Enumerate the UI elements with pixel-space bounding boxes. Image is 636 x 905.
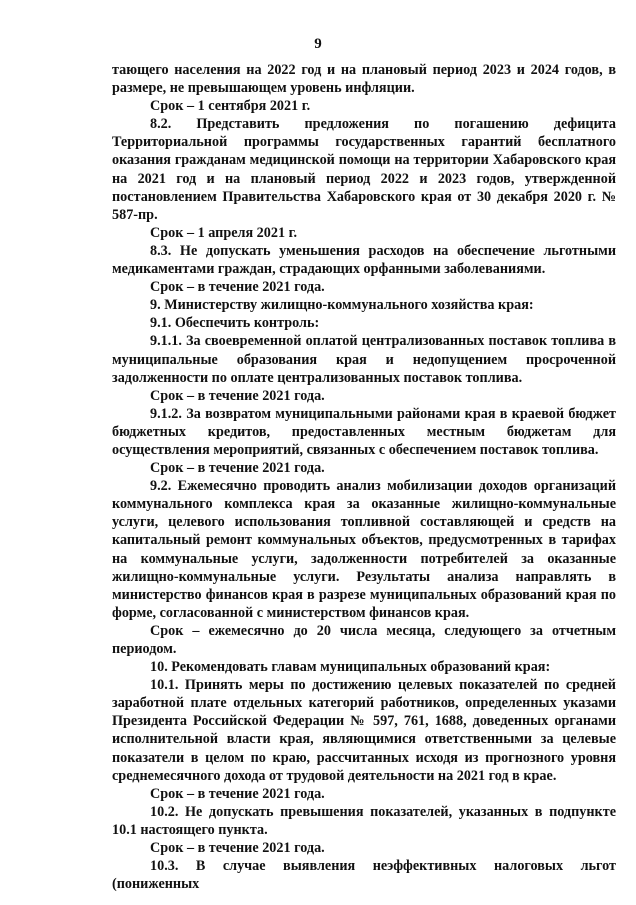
deadline: Срок – ежемесячно до 20 числа месяца, следующего за отчетным периодом. bbox=[112, 622, 616, 657]
paragraph: 9. Министерству жилищно-коммунального хозяйства края: bbox=[150, 297, 534, 314]
paragraph: 9.1.2. За возвратом муниципальными районами края в краевой бюджет бюджетных кредитов, предоставленных местным бюджетам для осуществления мероприятий, связанных с обеспечением поставок топлива. bbox=[112, 405, 616, 458]
paragraph: 9.1.1. За своевременной оплатой централизованных поставок топлива в муниципальные образования края и недопущением просроченной задолженности по оплате централизованных поставок топлива. bbox=[112, 333, 616, 386]
deadline: Срок – в течение 2021 года. bbox=[150, 785, 325, 802]
paragraph: 9.1. Обеспечить контроль: bbox=[150, 315, 320, 332]
deadline: Срок – в течение 2021 года. bbox=[150, 460, 325, 477]
deadline: Срок – 1 сентября 2021 г. bbox=[150, 98, 311, 115]
paragraph: 8.3. Не допускать уменьшения расходов на обеспечение льготными медикаментами граждан, страдающих орфанными заболеваниями. bbox=[112, 242, 616, 278]
paragraph: 10.1. Принять меры по достижению целевых показателей по средней заработной плате отдельных категорий работников, определенных указами Президента Российской Федерации № 597, 761, 1688, доведенных органами исполнительной власти края, являющимися ответственными за целевые показатели в целом по краю, рассчитанных исходя из прогнозного уровня среднемесячного дохода от трудовой деятельности на 2021 год в крае. bbox=[112, 677, 616, 784]
paragraph: 10. Рекомендовать главам муниципальных образований края: bbox=[150, 659, 551, 676]
deadline: Срок – в течение 2021 года. bbox=[150, 840, 325, 857]
paragraph: тающего населения на 2022 год и на плановый период 2023 и 2024 годов, в размере, не превышающем уровень инфляции. bbox=[112, 62, 616, 97]
paragraph: 10.3. В случае выявления неэффективных налоговых льгот (пониженных bbox=[112, 858, 616, 893]
page-number: 9 bbox=[314, 36, 322, 52]
paragraph: 8.2. Представить предложения по погашению дефицита Территориальной программы государственных гарантий бесплатного оказания гражданам медицинской помощи на территории Хабаровского края на 2021 год и на плановый период 2022 и 2023 годов, утвержденной постановлением Правительства Хабаровского края от 30 декабря 2020 г. № 587-пр. bbox=[112, 116, 616, 223]
deadline: Срок – 1 апреля 2021 г. bbox=[150, 224, 297, 241]
deadline: Срок – в течение 2021 года. bbox=[150, 387, 325, 404]
paragraph: 10.2. Не допускать превышения показателей, указанных в подпункте 10.1 настоящего пункта. bbox=[112, 803, 616, 838]
document-body bbox=[112, 61, 616, 893]
paragraph: 9.2. Ежемесячно проводить анализ мобилизации доходов организаций коммунального комплекса края за оказанные жилищно-коммунальные услуги, целевого использования топливной составляющей и средств на капитальный ремонт коммунальных объектов, предусмотренных в тарифах на коммунальные услуги, задолженности потребителей за оказанные жилищно-коммунальные услуги. Результаты анализа направлять в министерство финансов края в разрезе муниципальных образований края по форме, согласованной с министерством финансов края. bbox=[112, 478, 616, 621]
deadline: Срок – в течение 2021 года. bbox=[150, 279, 325, 296]
